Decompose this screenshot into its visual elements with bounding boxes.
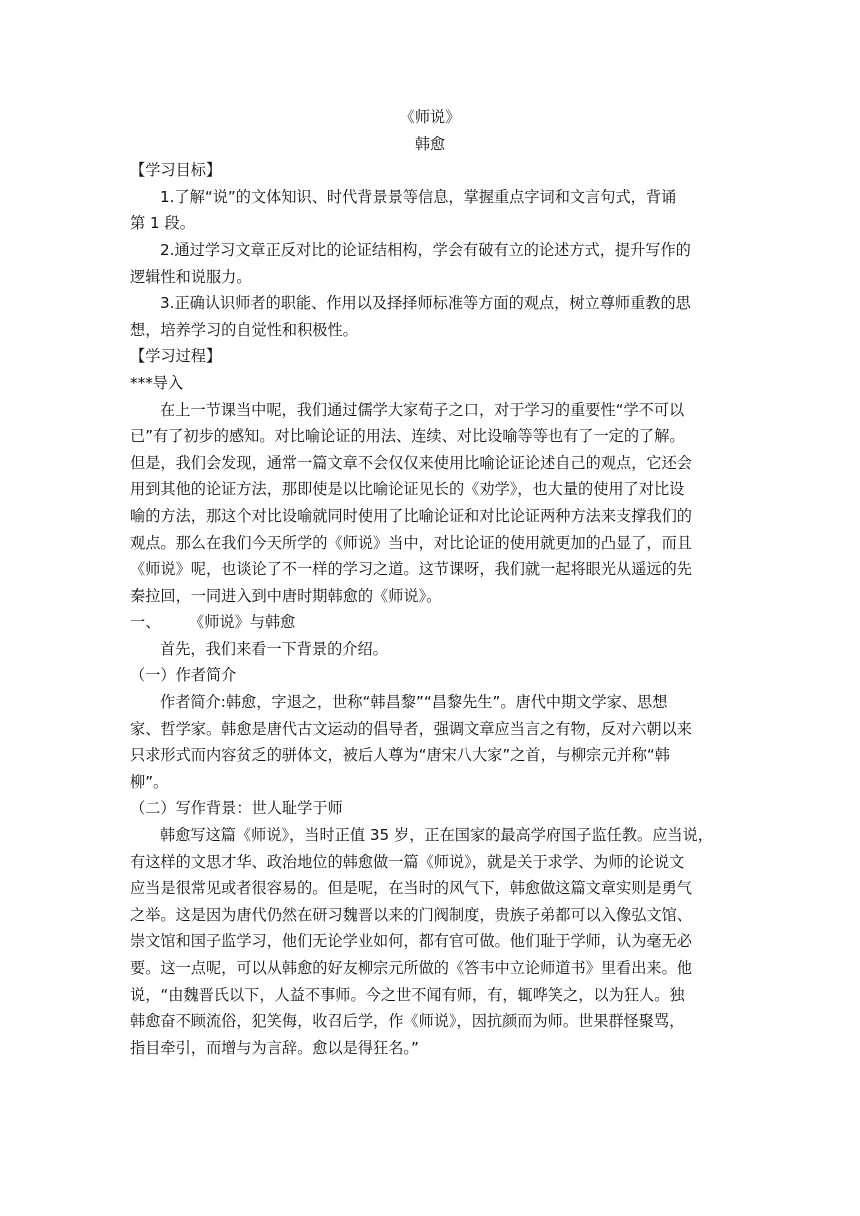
background-line: 有这样的文思才华、政治地位的韩愈做一篇《师说》，就是关于求学、为师的论说文 bbox=[130, 852, 685, 871]
intro-line: 用到其他的论证方法，那即使是以比喻论证见长的《劝学》，也大量的使用了对比设 bbox=[130, 480, 685, 499]
background-line: 崇文馆和国子监学习，他们无论学业如何，都有官可做。他们耻于学师，认为毫无必 bbox=[130, 932, 692, 951]
author-bio-line: 只求形式而内容贫乏的骈体文，被后人尊为“唐宋八大家”之首，与柳宗元并称“韩 bbox=[130, 746, 670, 765]
intro-heading: ***导入 bbox=[130, 373, 184, 392]
background-line: 韩愈写这篇《师说》，当时正值 35 岁，正在国家的最高学府国子监任教。应当说， bbox=[160, 826, 713, 845]
section-1-heading bbox=[130, 609, 730, 636]
document-title: 《师说》 bbox=[399, 108, 461, 126]
background-line: 指目牵引，而增与为言辞。愈以是得狂名。” bbox=[130, 1038, 419, 1057]
objective-1-line-2: 第 1 段。 bbox=[130, 214, 195, 233]
document-author: 韩愈 bbox=[414, 134, 446, 153]
section-1-title: 《师说》与韩愈 bbox=[189, 613, 296, 632]
author-bio-line: 作者简介:韩愈，字退之，世称“韩昌黎”“昌黎先生”。唐代中期文学家、思想 bbox=[160, 693, 668, 712]
background-line: 之举。这是因为唐代仍然在研习魏晋以来的门阀制度，贵族子弟都可以入像弘文馆、 bbox=[130, 905, 692, 924]
intro-line: 喻的方法，那这个对比设喻就同时使用了比喻论证和对比论证两种方法来支撑我们的 bbox=[130, 506, 692, 525]
objectives-heading: 【学习目标】 bbox=[130, 161, 222, 180]
background-line: 韩愈奋不顾流俗，犯笑侮，收召后学，作《师说》，因抗颜而为师。世果群怪聚骂， bbox=[130, 1012, 685, 1031]
objective-2-line-2: 逻辑性和说服力。 bbox=[130, 267, 252, 286]
intro-line: 秦拉回，一同进入到中唐时期韩愈的《师说》。 bbox=[130, 586, 442, 605]
intro-line: 观点。那么在我们今天所学的《师说》当中，对比论证的使用就更加的凸显了，而且 bbox=[130, 533, 692, 552]
process-heading: 【学习过程】 bbox=[130, 347, 222, 366]
background-line: 要。这一点呢，可以从韩愈的好友柳宗元所做的《答韦中立论师道书》里看出来。他 bbox=[130, 959, 692, 977]
section-1-intro: 首先，我们来看一下背景的介绍。 bbox=[160, 639, 388, 658]
intro-line: 《师说》呢，也谈论了不一样的学习之道。这节课呀，我们就一起将眼光从遥远的先 bbox=[130, 560, 692, 579]
background-line: 说，“由魏晋氏以下，人益不事师。今之世不闻有师，有，辄哗笑之，以为狂人。独 bbox=[130, 985, 685, 1004]
author-bio-line: 家、哲学家。韩愈是唐代古文运动的倡导者，强调文章应当言之有物，反对六朝以来 bbox=[130, 719, 692, 738]
section-1-number: 一、 bbox=[130, 613, 161, 632]
objective-1-line-1: 1.了解“说”的文体知识、时代背景景等信息，掌握重点字词和文言句式，背诵 bbox=[160, 187, 677, 206]
background-line: 应当是很常见或者很容易的。但是呢，在当时的风气下，韩愈做这篇文章实则是勇气 bbox=[130, 879, 692, 898]
author-bio-line: 柳”。 bbox=[130, 772, 169, 791]
intro-line: 在上一节课当中呢，我们通过儒学大家荀子之口，对于学习的重要性“学不可以 bbox=[160, 400, 685, 419]
intro-line: 已”有了初步的感知。对比喻论证的用法、连续、对比设喻等等也有了一定的了解。 bbox=[130, 427, 685, 446]
subsection-1-heading: （一）作者简介 bbox=[130, 666, 237, 685]
subsection-2-heading: （二）写作背景：世人耻学于师 bbox=[130, 799, 343, 818]
objective-2-line-1: 2.通过学习文章正反对比的论证结相构，学会有破有立的论述方式，提升写作的 bbox=[160, 240, 691, 259]
objective-3-line-1: 3.正确认识师者的职能、作用以及择择师标准等方面的观点，树立尊师重教的思 bbox=[160, 294, 691, 313]
intro-line: 但是，我们会发现，通常一篇文章不会仅仅来使用比喻论证论述自己的观点，它还会 bbox=[130, 453, 692, 472]
document-body bbox=[130, 104, 730, 1061]
objective-3-line-2: 想，培养学习的自觉性和积极性。 bbox=[130, 320, 358, 339]
